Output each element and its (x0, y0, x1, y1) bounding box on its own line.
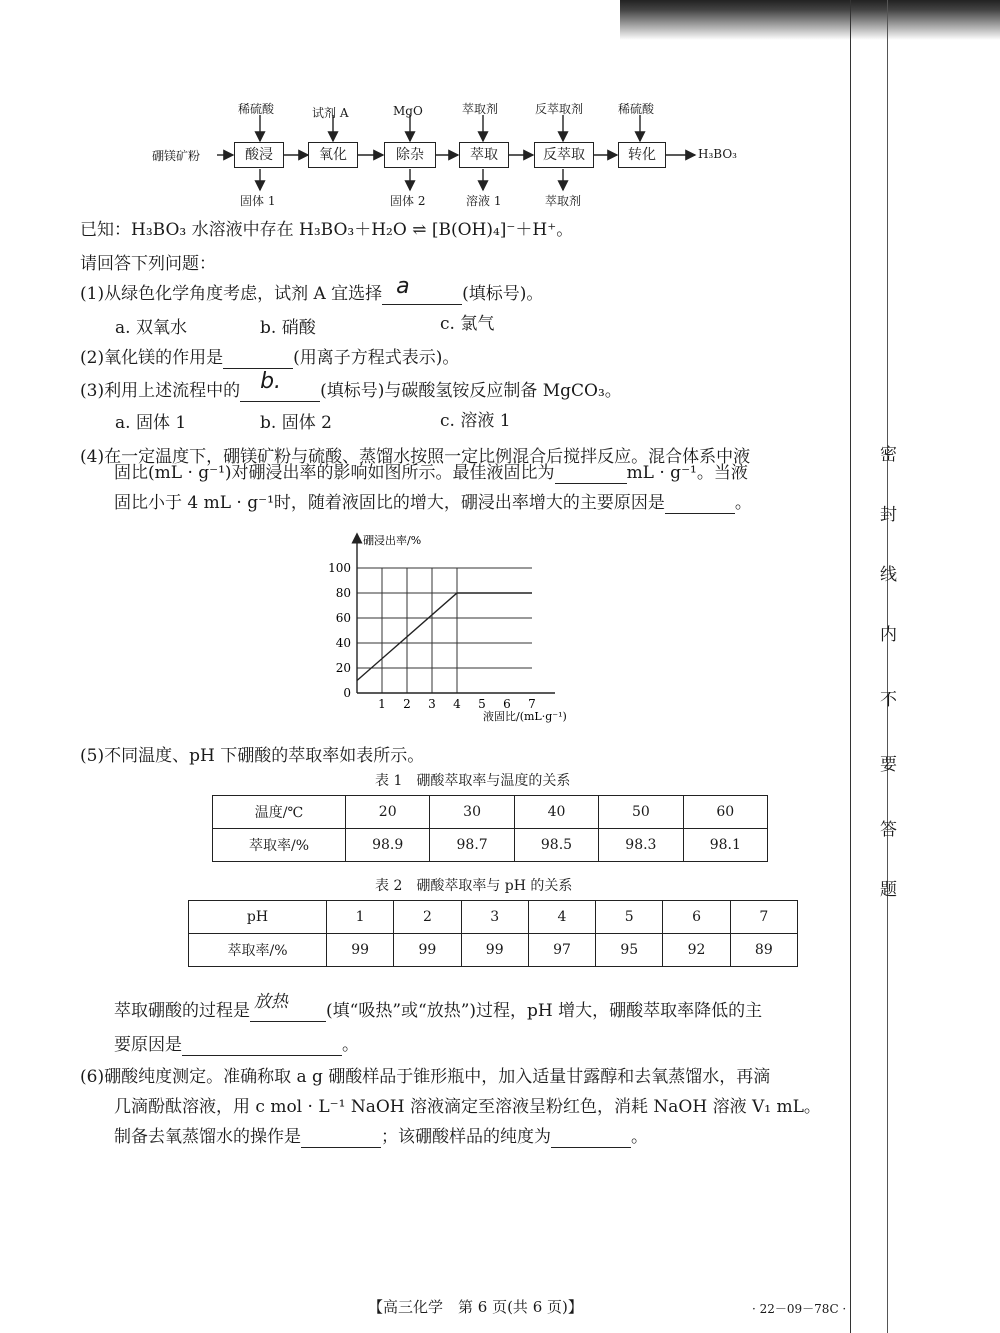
table2-row-ph (189, 901, 798, 934)
flow-output-4: 溶液 1 (466, 194, 502, 208)
q4-line-1: (4)在一定温度下，硼镁矿粉与硫酸、蒸馏水按照一定比例混合后搅拌反应。混合体系中液 (80, 447, 751, 467)
table-cell: 40 (514, 796, 598, 829)
table-cell: 6 (663, 901, 730, 934)
x-tick-label: 7 (528, 697, 536, 711)
table2-row-rate (189, 934, 798, 967)
table1-temperature (212, 795, 768, 862)
table1-title: 表 1 硼酸萃取率与温度的关系 (375, 773, 571, 789)
seal-char: 要 (880, 755, 897, 775)
flow-step-5: 反萃取 (534, 142, 594, 168)
q4-line3-text: 固比小于 4 mL · g⁻¹时，随着液固比的增大，硼浸出率增大的主要原因是 (114, 493, 665, 513)
q4-ratio-blank[interactable] (555, 465, 627, 484)
x-tick-label: 3 (428, 697, 436, 711)
x-tick-label: 6 (503, 697, 511, 711)
flow-start: 硼镁矿粉 (152, 149, 201, 163)
q3-option-b: b. 固体 2 (260, 413, 332, 433)
q5-line2-text: 要原因是 (114, 1035, 182, 1055)
q6-line-1: (6)硼酸纯度测定。准确称取 a g 硼酸样品于锥形瓶中，加入适量甘露醇和去氧蒸馏水，再滴 (80, 1067, 771, 1087)
seal-char: 题 (880, 880, 897, 900)
q5-line2-end: 。 (342, 1035, 359, 1055)
flow-step-2: 氧化 (308, 142, 358, 168)
table-cell: 99 (461, 934, 528, 967)
seal-char: 答 (880, 820, 897, 840)
table-cell: 99 (327, 934, 394, 967)
flow-output-5: 萃取剂 (545, 194, 582, 208)
table-cell: 5 (596, 901, 663, 934)
table-cell: 98.1 (683, 829, 767, 862)
seal-line-strip (850, 0, 888, 1333)
table2-header-ph: pH (189, 901, 327, 934)
seal-char: 内 (880, 625, 897, 645)
flow-output-1: 固体 1 (240, 194, 276, 208)
q3-option-c: c. 溶液 1 (440, 411, 511, 431)
y-tick-label: 40 (335, 636, 351, 650)
q6-line-3 (114, 1126, 648, 1148)
q1-option-c: c. 氯气 (440, 314, 495, 334)
q5-handwritten-answer: 放热 (254, 992, 288, 1012)
q4-line2-text: 固比(mL · g⁻¹)对硼浸出率的影响如图所示。最佳液固比为 (114, 463, 555, 483)
q3-answer-blank[interactable] (240, 369, 320, 402)
q3-handwritten-answer: b. (260, 369, 282, 394)
q1-option-a: a. 双氧水 (115, 318, 187, 338)
x-axis-label: 液固比/(mL·g⁻¹) (483, 710, 567, 723)
seal-char: 封 (880, 505, 897, 525)
flow-input-3: MgO (393, 104, 423, 118)
table2-title: 表 2 硼酸萃取率与 pH 的关系 (375, 878, 573, 894)
q6-line3-mid: ；该硼酸样品的纯度为 (381, 1127, 551, 1147)
table2-header-rate: 萃取率/% (189, 934, 327, 967)
q5-reason-blank[interactable] (182, 1037, 342, 1056)
flow-input-1: 稀硫酸 (238, 102, 275, 116)
q6-line3-end: 。 (631, 1127, 648, 1147)
q1-text: (1)从绿色化学角度考虑，试剂 A 宜选择 (80, 284, 383, 304)
q4-line3-end: 。 (734, 493, 752, 513)
y-tick-label: 60 (335, 611, 351, 625)
q1-handwritten-answer: a (396, 274, 410, 299)
y-tick-label: 0 (343, 686, 351, 700)
table1-header-rate: 萃取率/% (213, 829, 346, 862)
flow-step-1: 酸浸 (234, 142, 284, 168)
chart-grid (357, 568, 532, 693)
y-tick-label: 80 (335, 586, 351, 600)
q3-text: (3)利用上述流程中的 (80, 381, 241, 401)
table-cell: 98.5 (514, 829, 598, 862)
flow-input-2: 试剂 A (312, 106, 349, 120)
q1-option-b: b. 硝酸 (260, 318, 316, 338)
x-tick-label: 5 (478, 697, 486, 711)
table-cell: 50 (599, 796, 683, 829)
table1-row-temperature (213, 796, 768, 829)
table-cell: 20 (346, 796, 430, 829)
table-cell: 3 (461, 901, 528, 934)
q4-line-3 (114, 492, 752, 514)
seal-char: 线 (880, 565, 897, 585)
leach-rate-chart (325, 530, 625, 730)
flow-product: H₃BO₃ (698, 147, 737, 161)
question-3 (80, 369, 622, 402)
q5-line1-end: (填“吸热”或“放热”)过程，pH 增大，硼酸萃取率降低的主 (326, 1001, 763, 1021)
flow-input-4: 萃取剂 (462, 102, 499, 116)
table-cell: 98.7 (430, 829, 514, 862)
q6-line3-text: 制备去氧蒸馏水的操作是 (114, 1127, 301, 1147)
table-cell: 99 (394, 934, 461, 967)
flow-step-4: 萃取 (459, 142, 509, 168)
q2-text: (2)氧化镁的作用是 (80, 348, 224, 368)
flow-input-6: 稀硫酸 (618, 102, 655, 116)
q6-operation-blank[interactable] (301, 1129, 381, 1148)
q2-text-end: (用离子方程式表示)。 (293, 348, 460, 368)
known-equation: 已知：H₃BO₃ 水溶液中存在 H₃BO₃＋H₂O ⇌ [B(OH)₄]⁻＋H⁺。 (80, 220, 574, 240)
question-1 (80, 274, 544, 305)
y-axis-label: 硼浸出率/% (363, 534, 422, 547)
x-tick-label: 2 (403, 697, 411, 711)
flow-step-3: 除杂 (384, 142, 436, 168)
table-cell: 60 (683, 796, 767, 829)
y-tick-label: 20 (335, 661, 351, 675)
q5-line-2 (114, 1034, 359, 1056)
q6-line-2: 几滴酚酞溶液，用 c mol · L⁻¹ NaOH 溶液滴定至溶液呈粉红色，消耗 NaOH 溶液 V₁ mL。 (114, 1097, 821, 1117)
question-2 (80, 347, 459, 369)
table-cell: 4 (528, 901, 595, 934)
q5-intro: (5)不同温度、pH 下硼酸的萃取率如表所示。 (80, 746, 425, 766)
q5-heat-blank[interactable] (250, 992, 326, 1022)
seal-char: 不 (880, 690, 897, 710)
seal-char: 密 (880, 445, 897, 465)
q2-answer-blank[interactable] (223, 350, 293, 369)
x-tick-label: 1 (378, 697, 386, 711)
table2-ph (188, 900, 798, 967)
prompt-text: 请回答下列问题： (80, 254, 216, 274)
x-tick-label: 4 (453, 697, 461, 711)
table-cell: 1 (327, 901, 394, 934)
q3-option-a: a. 固体 1 (115, 413, 187, 433)
table-cell: 92 (663, 934, 730, 967)
y-tick-label: 100 (328, 561, 351, 575)
page-edge-decoration (620, 0, 1000, 40)
footer-code: · 22－09－78C · (752, 1302, 847, 1316)
q5-line-1 (114, 992, 763, 1022)
table-cell: 30 (430, 796, 514, 829)
flow-input-5: 反萃取剂 (535, 102, 584, 116)
table-cell: 2 (394, 901, 461, 934)
q1-answer-blank[interactable] (382, 274, 462, 305)
q4-reason-blank[interactable] (665, 495, 735, 514)
table-cell: 97 (528, 934, 595, 967)
flow-output-3: 固体 2 (390, 194, 426, 208)
q6-purity-blank[interactable] (551, 1129, 631, 1148)
q5-line1-text: 萃取硼酸的过程是 (114, 1001, 250, 1021)
table-cell: 98.3 (599, 829, 683, 862)
table-cell: 89 (730, 934, 797, 967)
q4-line2-end: mL · g⁻¹。当液 (626, 463, 748, 483)
footer-page-info: 【高三化学 第 6 页(共 6 页)】 (368, 1298, 583, 1316)
table-cell: 98.9 (346, 829, 430, 862)
q4-line-2 (114, 462, 748, 484)
leach-rate-series-line (357, 593, 532, 681)
q3-text-end: (填标号)与碳酸氢铵反应制备 MgCO₃。 (320, 381, 622, 401)
table1-header-temp: 温度/℃ (213, 796, 346, 829)
flow-step-6: 转化 (618, 142, 666, 168)
table-cell: 7 (730, 901, 797, 934)
table-cell: 95 (596, 934, 663, 967)
table1-row-rate (213, 829, 768, 862)
q1-text-end: (填标号)。 (462, 284, 544, 304)
